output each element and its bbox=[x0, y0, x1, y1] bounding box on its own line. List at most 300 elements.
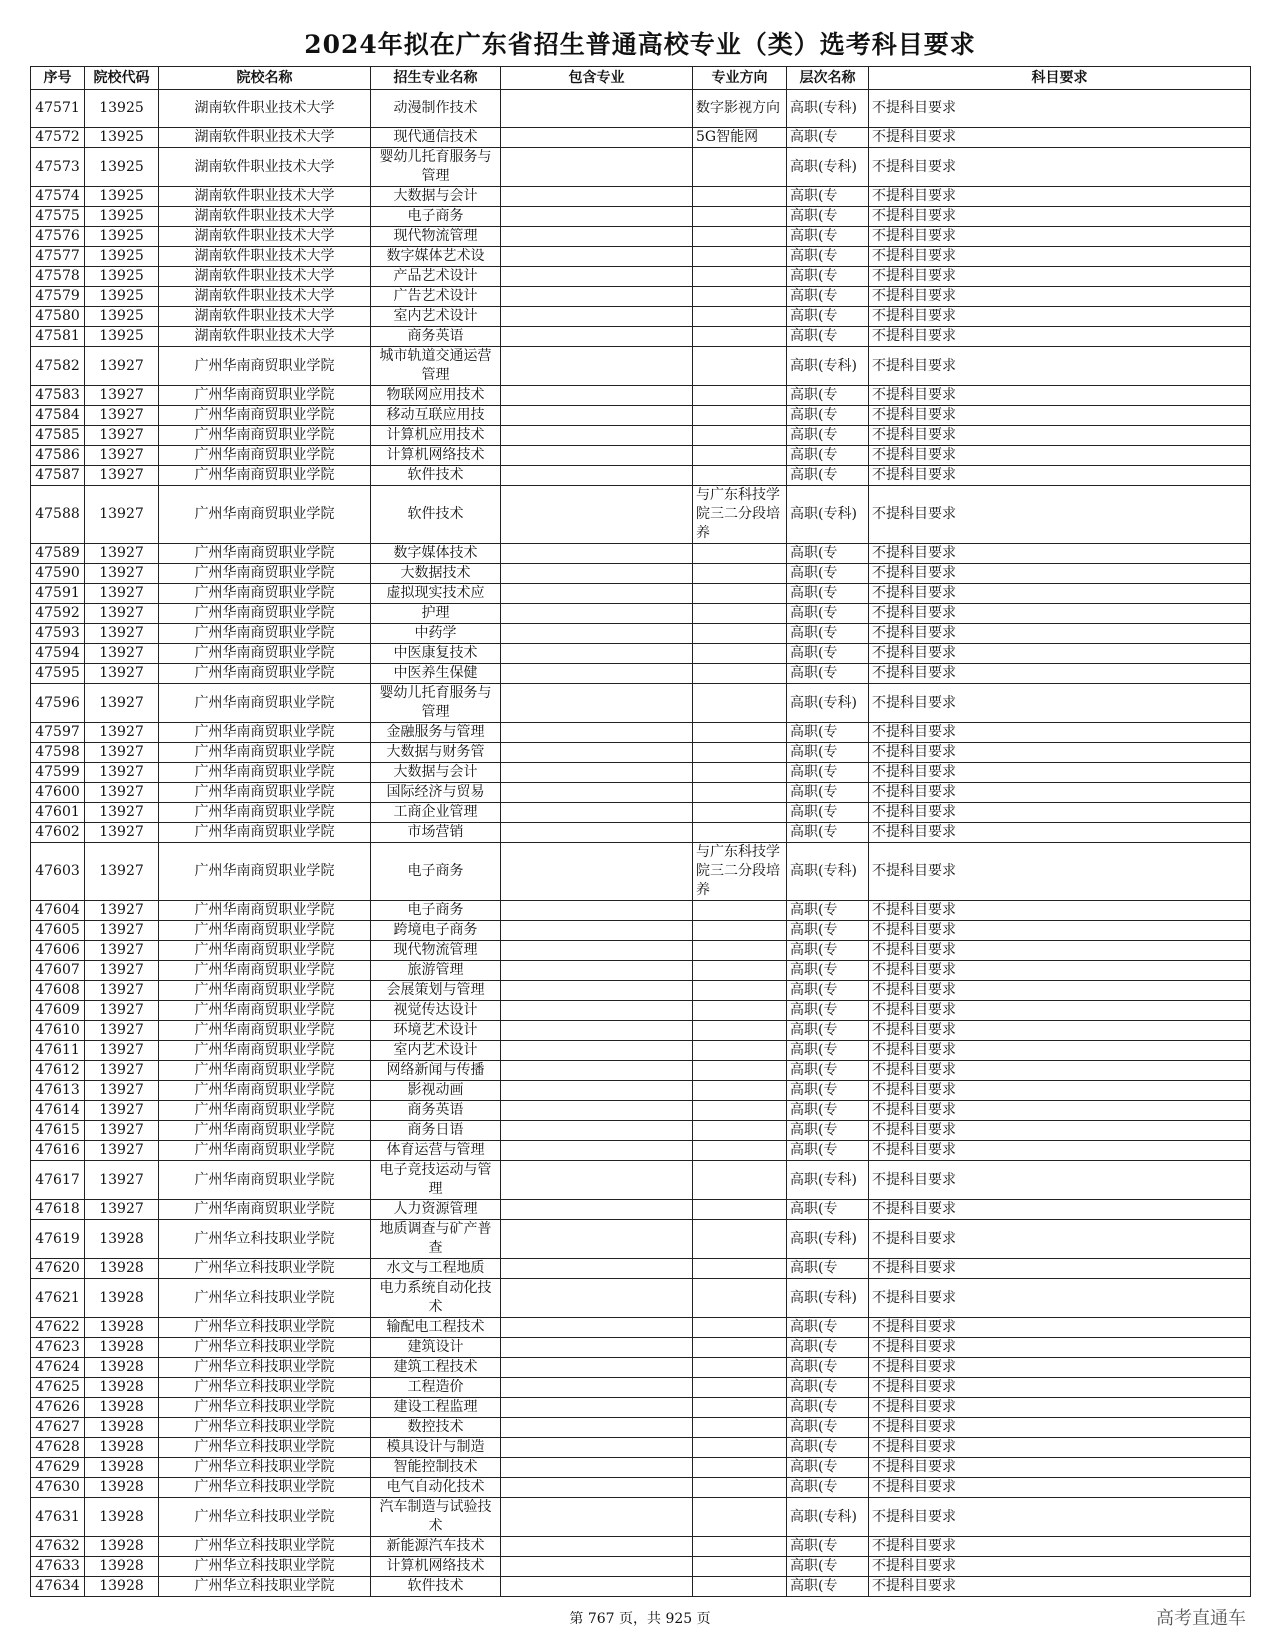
cell-major-name: 市场营销 bbox=[371, 823, 501, 843]
cell-major-direction bbox=[693, 823, 787, 843]
table-row bbox=[31, 327, 1251, 347]
cell-major-direction bbox=[693, 1458, 787, 1478]
table-row bbox=[31, 446, 1251, 466]
cell-level: 高职(专 bbox=[787, 901, 869, 921]
cell-index: 47607 bbox=[31, 961, 85, 981]
table-row bbox=[31, 1418, 1251, 1438]
cell-included-majors bbox=[501, 803, 693, 823]
cell-level: 高职(专 bbox=[787, 644, 869, 664]
cell-included-majors bbox=[501, 723, 693, 743]
cell-school-name: 广州华立科技职业学院 bbox=[159, 1418, 371, 1438]
cell-included-majors bbox=[501, 921, 693, 941]
cell-subject-requirement: 不提科目要求 bbox=[869, 624, 1251, 644]
cell-included-majors bbox=[501, 1418, 693, 1438]
table-row bbox=[31, 1557, 1251, 1577]
cell-school-code: 13928 bbox=[85, 1398, 159, 1418]
table-row bbox=[31, 823, 1251, 843]
cell-level: 高职(专 bbox=[787, 981, 869, 1001]
table-row bbox=[31, 584, 1251, 604]
cell-major-name: 电子商务 bbox=[371, 207, 501, 227]
cell-major-name: 计算机网络技术 bbox=[371, 446, 501, 466]
cell-major-direction bbox=[693, 406, 787, 426]
cell-school-code: 13927 bbox=[85, 486, 159, 544]
cell-school-code: 13928 bbox=[85, 1557, 159, 1577]
cell-major-name: 旅游管理 bbox=[371, 961, 501, 981]
cell-included-majors bbox=[501, 187, 693, 207]
cell-included-majors bbox=[501, 1338, 693, 1358]
cell-index: 47583 bbox=[31, 386, 85, 406]
table-row bbox=[31, 1438, 1251, 1458]
header-school-name: 院校名称 bbox=[159, 67, 371, 90]
cell-index: 47611 bbox=[31, 1041, 85, 1061]
cell-school-name: 广州华南商贸职业学院 bbox=[159, 723, 371, 743]
cell-major-direction bbox=[693, 1041, 787, 1061]
cell-index: 47596 bbox=[31, 684, 85, 723]
cell-index: 47617 bbox=[31, 1161, 85, 1200]
cell-subject-requirement: 不提科目要求 bbox=[869, 921, 1251, 941]
cell-level: 高职(专 bbox=[787, 783, 869, 803]
cell-major-direction bbox=[693, 941, 787, 961]
cell-school-name: 广州华南商贸职业学院 bbox=[159, 1141, 371, 1161]
cell-subject-requirement: 不提科目要求 bbox=[869, 1498, 1251, 1537]
cell-index: 47632 bbox=[31, 1537, 85, 1557]
cell-major-direction bbox=[693, 1378, 787, 1398]
cell-index: 47621 bbox=[31, 1279, 85, 1318]
cell-school-code: 13928 bbox=[85, 1458, 159, 1478]
cell-included-majors bbox=[501, 684, 693, 723]
cell-subject-requirement: 不提科目要求 bbox=[869, 307, 1251, 327]
cell-included-majors bbox=[501, 743, 693, 763]
cell-included-majors bbox=[501, 1061, 693, 1081]
table-row bbox=[31, 1200, 1251, 1220]
cell-major-direction bbox=[693, 783, 787, 803]
cell-level: 高职(专 bbox=[787, 1061, 869, 1081]
cell-school-name: 广州华南商贸职业学院 bbox=[159, 644, 371, 664]
cell-major-direction bbox=[693, 564, 787, 584]
cell-major-direction bbox=[693, 723, 787, 743]
cell-major-direction bbox=[693, 148, 787, 187]
cell-level: 高职(专 bbox=[787, 1438, 869, 1458]
page-title: 2024年拟在广东省招生普通高校专业（类）选考科目要求 bbox=[304, 30, 976, 59]
cell-major-name: 输配电工程技术 bbox=[371, 1318, 501, 1338]
cell-level: 高职(专 bbox=[787, 803, 869, 823]
cell-school-name: 广州华南商贸职业学院 bbox=[159, 803, 371, 823]
cell-included-majors bbox=[501, 247, 693, 267]
cell-subject-requirement: 不提科目要求 bbox=[869, 1537, 1251, 1557]
table-row bbox=[31, 187, 1251, 207]
cell-subject-requirement: 不提科目要求 bbox=[869, 446, 1251, 466]
cell-subject-requirement: 不提科目要求 bbox=[869, 1081, 1251, 1101]
cell-major-name: 建筑设计 bbox=[371, 1338, 501, 1358]
table-row bbox=[31, 307, 1251, 327]
cell-subject-requirement: 不提科目要求 bbox=[869, 227, 1251, 247]
cell-subject-requirement: 不提科目要求 bbox=[869, 187, 1251, 207]
cell-index: 47598 bbox=[31, 743, 85, 763]
cell-major-direction bbox=[693, 1061, 787, 1081]
cell-school-code: 13928 bbox=[85, 1478, 159, 1498]
cell-subject-requirement: 不提科目要求 bbox=[869, 1001, 1251, 1021]
table-row bbox=[31, 723, 1251, 743]
cell-school-code: 13927 bbox=[85, 624, 159, 644]
cell-included-majors bbox=[501, 386, 693, 406]
table-row bbox=[31, 901, 1251, 921]
cell-level: 高职(专 bbox=[787, 1200, 869, 1220]
cell-index: 47618 bbox=[31, 1200, 85, 1220]
cell-school-name: 广州华立科技职业学院 bbox=[159, 1438, 371, 1458]
cell-included-majors bbox=[501, 207, 693, 227]
cell-school-code: 13928 bbox=[85, 1259, 159, 1279]
cell-major-name: 智能控制技术 bbox=[371, 1458, 501, 1478]
cell-major-name: 广告艺术设计 bbox=[371, 287, 501, 307]
cell-included-majors bbox=[501, 1478, 693, 1498]
cell-major-direction bbox=[693, 1537, 787, 1557]
cell-school-name: 广州华立科技职业学院 bbox=[159, 1398, 371, 1418]
cell-school-name: 广州华立科技职业学院 bbox=[159, 1358, 371, 1378]
table-row bbox=[31, 1279, 1251, 1318]
cell-index: 47605 bbox=[31, 921, 85, 941]
cell-subject-requirement: 不提科目要求 bbox=[869, 247, 1251, 267]
cell-school-name: 广州华南商贸职业学院 bbox=[159, 624, 371, 644]
cell-index: 47578 bbox=[31, 267, 85, 287]
cell-major-direction bbox=[693, 1438, 787, 1458]
cell-included-majors bbox=[501, 1577, 693, 1597]
table-row bbox=[31, 148, 1251, 187]
cell-school-name: 广州华南商贸职业学院 bbox=[159, 406, 371, 426]
cell-major-name: 电力系统自动化技术 bbox=[371, 1279, 501, 1318]
cell-school-name: 湖南软件职业技术大学 bbox=[159, 247, 371, 267]
cell-school-code: 13927 bbox=[85, 1001, 159, 1021]
cell-major-name: 地质调查与矿产普查 bbox=[371, 1220, 501, 1259]
cell-school-code: 13927 bbox=[85, 961, 159, 981]
cell-school-code: 13927 bbox=[85, 466, 159, 486]
cell-index: 47625 bbox=[31, 1378, 85, 1398]
cell-index: 47580 bbox=[31, 307, 85, 327]
cell-subject-requirement: 不提科目要求 bbox=[869, 466, 1251, 486]
cell-subject-requirement: 不提科目要求 bbox=[869, 1220, 1251, 1259]
cell-included-majors bbox=[501, 1101, 693, 1121]
cell-school-code: 13927 bbox=[85, 1061, 159, 1081]
cell-included-majors bbox=[501, 941, 693, 961]
cell-index: 47584 bbox=[31, 406, 85, 426]
table-row bbox=[31, 843, 1251, 901]
cell-school-name: 广州华南商贸职业学院 bbox=[159, 386, 371, 406]
cell-school-code: 13927 bbox=[85, 723, 159, 743]
cell-school-code: 13928 bbox=[85, 1418, 159, 1438]
cell-school-name: 湖南软件职业技术大学 bbox=[159, 287, 371, 307]
cell-included-majors bbox=[501, 1557, 693, 1577]
cell-major-direction: 5G智能网 bbox=[693, 128, 787, 148]
cell-level: 高职(专 bbox=[787, 1081, 869, 1101]
cell-school-name: 广州华南商贸职业学院 bbox=[159, 743, 371, 763]
header-level: 层次名称 bbox=[787, 67, 869, 90]
cell-school-name: 广州华南商贸职业学院 bbox=[159, 901, 371, 921]
cell-index: 47586 bbox=[31, 446, 85, 466]
cell-index: 47593 bbox=[31, 624, 85, 644]
cell-level: 高职(专 bbox=[787, 941, 869, 961]
cell-level: 高职(专 bbox=[787, 466, 869, 486]
header-index: 序号 bbox=[31, 67, 85, 90]
header-major-direction: 专业方向 bbox=[693, 67, 787, 90]
cell-major-direction bbox=[693, 1001, 787, 1021]
cell-school-name: 广州华立科技职业学院 bbox=[159, 1577, 371, 1597]
cell-major-direction bbox=[693, 1121, 787, 1141]
cell-included-majors bbox=[501, 644, 693, 664]
table-body bbox=[31, 90, 1251, 1597]
cell-major-direction bbox=[693, 743, 787, 763]
cell-school-code: 13928 bbox=[85, 1338, 159, 1358]
cell-major-direction bbox=[693, 981, 787, 1001]
cell-major-name: 新能源汽车技术 bbox=[371, 1537, 501, 1557]
cell-included-majors bbox=[501, 981, 693, 1001]
cell-major-name: 虚拟现实技术应 bbox=[371, 584, 501, 604]
cell-index: 47633 bbox=[31, 1557, 85, 1577]
cell-included-majors bbox=[501, 227, 693, 247]
cell-major-direction bbox=[693, 644, 787, 664]
table-row bbox=[31, 1458, 1251, 1478]
cell-major-name: 国际经济与贸易 bbox=[371, 783, 501, 803]
cell-major-direction bbox=[693, 1101, 787, 1121]
cell-school-code: 13925 bbox=[85, 128, 159, 148]
cell-school-name: 湖南软件职业技术大学 bbox=[159, 148, 371, 187]
cell-included-majors bbox=[501, 426, 693, 446]
cell-school-name: 广州华南商贸职业学院 bbox=[159, 1081, 371, 1101]
cell-major-name: 商务日语 bbox=[371, 1121, 501, 1141]
cell-index: 47574 bbox=[31, 187, 85, 207]
table-row bbox=[31, 386, 1251, 406]
cell-level: 高职(专 bbox=[787, 267, 869, 287]
table-row bbox=[31, 1121, 1251, 1141]
cell-major-name: 商务英语 bbox=[371, 327, 501, 347]
cell-level: 高职(专 bbox=[787, 1041, 869, 1061]
cell-index: 47626 bbox=[31, 1398, 85, 1418]
cell-school-code: 13925 bbox=[85, 247, 159, 267]
cell-school-code: 13925 bbox=[85, 327, 159, 347]
cell-subject-requirement: 不提科目要求 bbox=[869, 1161, 1251, 1200]
cell-included-majors bbox=[501, 664, 693, 684]
cell-major-name: 软件技术 bbox=[371, 486, 501, 544]
cell-major-name: 环境艺术设计 bbox=[371, 1021, 501, 1041]
cell-school-code: 13927 bbox=[85, 743, 159, 763]
cell-major-direction: 与广东科技学院三二分段培养 bbox=[693, 843, 787, 901]
requirements-table-container bbox=[30, 66, 1250, 1597]
cell-level: 高职(专 bbox=[787, 604, 869, 624]
cell-index: 47629 bbox=[31, 1458, 85, 1478]
cell-index: 47634 bbox=[31, 1577, 85, 1597]
cell-level: 高职(专科) bbox=[787, 90, 869, 128]
cell-school-code: 13927 bbox=[85, 347, 159, 386]
cell-index: 47595 bbox=[31, 664, 85, 684]
cell-index: 47594 bbox=[31, 644, 85, 664]
cell-included-majors bbox=[501, 1220, 693, 1259]
cell-major-name: 工商企业管理 bbox=[371, 803, 501, 823]
table-row bbox=[31, 1358, 1251, 1378]
cell-major-direction bbox=[693, 1279, 787, 1318]
cell-major-name: 中医养生保健 bbox=[371, 664, 501, 684]
cell-school-name: 广州华立科技职业学院 bbox=[159, 1458, 371, 1478]
cell-subject-requirement: 不提科目要求 bbox=[869, 1378, 1251, 1398]
cell-major-direction bbox=[693, 247, 787, 267]
cell-index: 47576 bbox=[31, 227, 85, 247]
cell-major-direction bbox=[693, 207, 787, 227]
cell-level: 高职(专 bbox=[787, 1458, 869, 1478]
cell-index: 47624 bbox=[31, 1358, 85, 1378]
cell-major-name: 电子商务 bbox=[371, 843, 501, 901]
cell-level: 高职(专 bbox=[787, 1259, 869, 1279]
cell-major-direction bbox=[693, 664, 787, 684]
cell-school-name: 广州华南商贸职业学院 bbox=[159, 1101, 371, 1121]
cell-level: 高职(专 bbox=[787, 961, 869, 981]
cell-level: 高职(专 bbox=[787, 386, 869, 406]
cell-school-code: 13925 bbox=[85, 148, 159, 187]
cell-school-code: 13925 bbox=[85, 90, 159, 128]
table-row bbox=[31, 1161, 1251, 1200]
cell-subject-requirement: 不提科目要求 bbox=[869, 1358, 1251, 1378]
cell-included-majors bbox=[501, 1438, 693, 1458]
cell-major-name: 室内艺术设计 bbox=[371, 307, 501, 327]
cell-index: 47603 bbox=[31, 843, 85, 901]
cell-major-name: 大数据与会计 bbox=[371, 763, 501, 783]
table-row bbox=[31, 1259, 1251, 1279]
table-row bbox=[31, 743, 1251, 763]
cell-major-name: 电气自动化技术 bbox=[371, 1478, 501, 1498]
table-row bbox=[31, 763, 1251, 783]
requirements-table bbox=[30, 66, 1251, 1597]
cell-school-code: 13928 bbox=[85, 1438, 159, 1458]
cell-included-majors bbox=[501, 1161, 693, 1200]
cell-school-name: 广州华南商贸职业学院 bbox=[159, 921, 371, 941]
cell-major-direction bbox=[693, 624, 787, 644]
cell-school-code: 13925 bbox=[85, 307, 159, 327]
cell-level: 高职(专科) bbox=[787, 148, 869, 187]
cell-subject-requirement: 不提科目要求 bbox=[869, 327, 1251, 347]
cell-school-code: 13925 bbox=[85, 207, 159, 227]
cell-level: 高职(专科) bbox=[787, 1498, 869, 1537]
cell-index: 47631 bbox=[31, 1498, 85, 1537]
cell-major-name: 影视动画 bbox=[371, 1081, 501, 1101]
cell-school-code: 13927 bbox=[85, 564, 159, 584]
header-major-name: 招生专业名称 bbox=[371, 67, 501, 90]
cell-subject-requirement: 不提科目要求 bbox=[869, 90, 1251, 128]
cell-school-code: 13927 bbox=[85, 1121, 159, 1141]
cell-school-name: 广州华南商贸职业学院 bbox=[159, 1121, 371, 1141]
cell-school-code: 13927 bbox=[85, 901, 159, 921]
cell-school-name: 广州华南商贸职业学院 bbox=[159, 1061, 371, 1081]
table-row bbox=[31, 406, 1251, 426]
cell-index: 47579 bbox=[31, 287, 85, 307]
cell-major-direction bbox=[693, 584, 787, 604]
cell-level: 高职(专 bbox=[787, 1557, 869, 1577]
cell-major-name: 大数据与会计 bbox=[371, 187, 501, 207]
cell-major-direction bbox=[693, 604, 787, 624]
cell-index: 47628 bbox=[31, 1438, 85, 1458]
cell-school-code: 13925 bbox=[85, 267, 159, 287]
cell-subject-requirement: 不提科目要求 bbox=[869, 843, 1251, 901]
cell-school-code: 13927 bbox=[85, 386, 159, 406]
cell-major-name: 现代物流管理 bbox=[371, 227, 501, 247]
table-row bbox=[31, 624, 1251, 644]
cell-level: 高职(专 bbox=[787, 446, 869, 466]
cell-major-direction bbox=[693, 446, 787, 466]
cell-major-name: 数字媒体艺术设 bbox=[371, 247, 501, 267]
cell-school-name: 广州华立科技职业学院 bbox=[159, 1220, 371, 1259]
cell-included-majors bbox=[501, 1398, 693, 1418]
cell-subject-requirement: 不提科目要求 bbox=[869, 1141, 1251, 1161]
cell-subject-requirement: 不提科目要求 bbox=[869, 941, 1251, 961]
cell-school-code: 13927 bbox=[85, 1141, 159, 1161]
cell-school-code: 13927 bbox=[85, 823, 159, 843]
cell-subject-requirement: 不提科目要求 bbox=[869, 1101, 1251, 1121]
cell-index: 47614 bbox=[31, 1101, 85, 1121]
cell-school-name: 广州华立科技职业学院 bbox=[159, 1537, 371, 1557]
cell-index: 47585 bbox=[31, 426, 85, 446]
table-row bbox=[31, 1338, 1251, 1358]
cell-major-direction bbox=[693, 1358, 787, 1378]
cell-school-code: 13927 bbox=[85, 921, 159, 941]
cell-index: 47627 bbox=[31, 1418, 85, 1438]
cell-major-direction bbox=[693, 227, 787, 247]
cell-major-direction bbox=[693, 1577, 787, 1597]
cell-level: 高职(专 bbox=[787, 1537, 869, 1557]
cell-subject-requirement: 不提科目要求 bbox=[869, 644, 1251, 664]
cell-subject-requirement: 不提科目要求 bbox=[869, 961, 1251, 981]
table-row bbox=[31, 287, 1251, 307]
cell-school-code: 13928 bbox=[85, 1498, 159, 1537]
cell-included-majors bbox=[501, 1378, 693, 1398]
table-row bbox=[31, 981, 1251, 1001]
cell-subject-requirement: 不提科目要求 bbox=[869, 1398, 1251, 1418]
cell-major-name: 电子竞技运动与管理 bbox=[371, 1161, 501, 1200]
cell-level: 高职(专科) bbox=[787, 347, 869, 386]
cell-school-name: 广州华立科技职业学院 bbox=[159, 1378, 371, 1398]
cell-subject-requirement: 不提科目要求 bbox=[869, 664, 1251, 684]
cell-school-name: 广州华南商贸职业学院 bbox=[159, 446, 371, 466]
cell-included-majors bbox=[501, 1259, 693, 1279]
cell-level: 高职(专 bbox=[787, 207, 869, 227]
cell-included-majors bbox=[501, 564, 693, 584]
cell-subject-requirement: 不提科目要求 bbox=[869, 1279, 1251, 1318]
cell-major-direction bbox=[693, 1021, 787, 1041]
cell-index: 47609 bbox=[31, 1001, 85, 1021]
cell-included-majors bbox=[501, 1081, 693, 1101]
cell-included-majors bbox=[501, 544, 693, 564]
cell-school-code: 13927 bbox=[85, 426, 159, 446]
cell-level: 高职(专 bbox=[787, 1418, 869, 1438]
cell-index: 47588 bbox=[31, 486, 85, 544]
cell-included-majors bbox=[501, 307, 693, 327]
table-row bbox=[31, 921, 1251, 941]
cell-school-name: 广州华南商贸职业学院 bbox=[159, 426, 371, 446]
cell-subject-requirement: 不提科目要求 bbox=[869, 347, 1251, 386]
table-row bbox=[31, 1021, 1251, 1041]
cell-subject-requirement: 不提科目要求 bbox=[869, 1121, 1251, 1141]
table-header-row bbox=[31, 67, 1251, 90]
table-row bbox=[31, 1220, 1251, 1259]
cell-level: 高职(专 bbox=[787, 406, 869, 426]
cell-included-majors bbox=[501, 901, 693, 921]
cell-major-name: 金融服务与管理 bbox=[371, 723, 501, 743]
cell-index: 47589 bbox=[31, 544, 85, 564]
cell-major-direction: 与广东科技学院三二分段培养 bbox=[693, 486, 787, 544]
cell-subject-requirement: 不提科目要求 bbox=[869, 1418, 1251, 1438]
cell-major-direction bbox=[693, 684, 787, 723]
cell-included-majors bbox=[501, 783, 693, 803]
cell-included-majors bbox=[501, 843, 693, 901]
cell-included-majors bbox=[501, 624, 693, 644]
cell-index: 47587 bbox=[31, 466, 85, 486]
cell-school-name: 广州华立科技职业学院 bbox=[159, 1279, 371, 1318]
table-row bbox=[31, 1101, 1251, 1121]
cell-major-name: 室内艺术设计 bbox=[371, 1041, 501, 1061]
